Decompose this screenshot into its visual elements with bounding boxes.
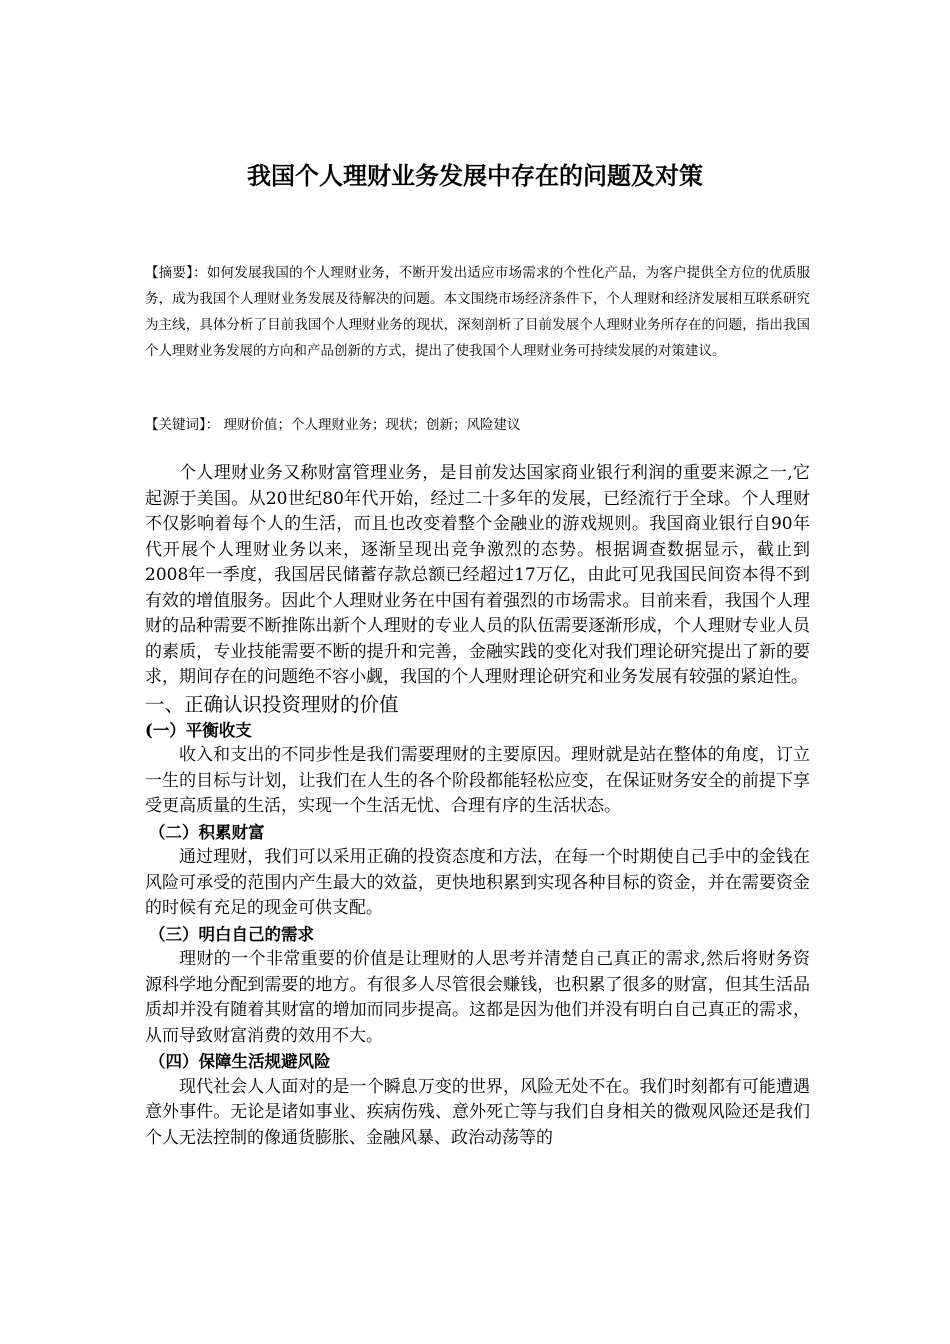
document-title: 我国个人理财业务发展中存在的问题及对策 [247, 162, 703, 190]
abstract-label: 【摘要】 [145, 265, 194, 281]
abstract [145, 260, 810, 364]
subsection-paragraph-4: 现代社会人人面对的是一个瞬息万变的世界，风险无处不在。我们时刻都有可能遭遇意外事件。无论是诸如事业、疾病伤残、意外死亡等与我们自身相关的微观风险还是我们个人无法控制的像通货膨胀、金融风暴、政治动荡等的 [145, 1076, 810, 1148]
section-heading: 一、正确认识投资理财的价值 [145, 692, 399, 716]
subsection-heading-1: (一）平衡收支 [145, 720, 252, 740]
subsection-paragraph-3: 理财的一个非常重要的价值是让理财的人思考并清楚自己真正的需求,然后将财务资源科学地分配到需要的地方。有很多人尽管很会赚钱，也积累了很多的财富，但其生活品质却并没有随着其财富的增加而同步提高。这都是因为他们并没有明白自己真正的需求，从而导致财富消费的效用不大。 [145, 949, 810, 1046]
subsection-heading-3: （三）明白自己的需求 [149, 924, 314, 944]
subsection-heading-4: （四）保障生活规避风险 [149, 1052, 331, 1071]
abstract-text: ：如何发展我国的个人理财业务，不断开发出适应市场需求的个性化产品，为客户提供全方位的优质服务，成为我国个人理财业务发展及待解决的问题。本文围绕市场经济条件下，个人理财和经济发展相互联系研究为主线，具体分析了目前我国个人理财业务的现状，深刻剖析了目前发展个人理财业务所存在的问题，指出我国个人理财业务发展的方向和产品创新的方式，提出了使我国个人理财业务可持续发展的对策建议。 [145, 265, 811, 359]
subsection-heading-2: （二）积累财富 [149, 822, 265, 842]
intro-paragraph: 个人理财业务又称财富管理业务，是目前发达国家商业银行利润的重要来源之一,它起源于美国。从20世纪80年代开始，经过二十多年的发展，已经流行于全球。个人理财不仅影响着每个人的生活，而且也改变着整个金融业的游戏规则。我国商业银行自90年代开展个人理财业务以来，逐渐呈现出竞争激烈的态势。根据调查数据显示，截止到2008年一季度，我国居民储蓄存款总额已经超过17万亿，由此可见我国民间资本得不到有效的增值服务。因此个人理财业务在中国有着强烈的市场需求。目前来看，我国个人理财的品种需要不断推陈出新个人理财的专业人员的队伍需要逐渐形成，个人理财专业人员的素质，专业技能需要不断的提升和完善，金融实践的变化对我们理论研究提出了新的要求，期间存在的问题绝不容小觑，我国的个人理财理论研究和业务发展有较强的紧迫性。 [145, 463, 810, 687]
keywords-label: 【关键词】 [145, 417, 206, 433]
keywords [145, 412, 810, 438]
subsection-paragraph-2: 通过理财，我们可以采用正确的投资态度和方法，在每一个时期使自己手中的金钱在风险可承受的范围内产生最大的效益，更快地积累到实现各种目标的资金，并在需要资金的时候有充足的现金可供支配。 [145, 847, 810, 918]
keywords-text: ： 理财价值；个人理财业务；现状；创新；风险建议 [205, 417, 521, 433]
document-body [145, 461, 810, 1151]
subsection-paragraph-1: 收入和支出的不同步性是我们需要理财的主要原因。理财就是站在整体的角度，订立一生的目标与计划，让我们在人生的各个阶段都能轻松应变，在保证财务安全的前提下享受更高质量的生活，实现一个生活无忧、合理有序的生活状态。 [145, 745, 810, 816]
